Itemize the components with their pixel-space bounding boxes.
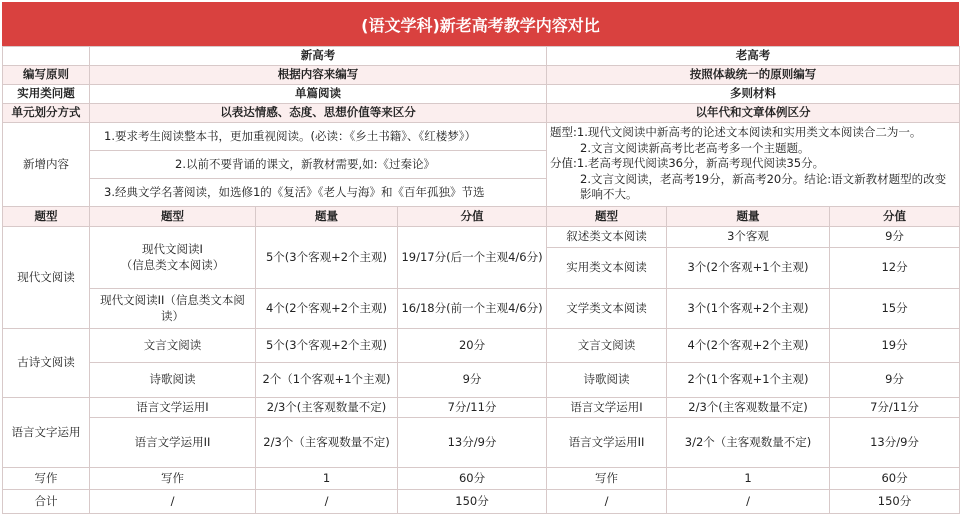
modern-old-type: 实用类文本阅读 bbox=[547, 248, 667, 289]
language-old-count: 2/3个(主客观数量不定) bbox=[667, 398, 830, 418]
modern-new-type: 现代文阅读Ⅰ （信息类文本阅读） bbox=[90, 227, 256, 289]
writing-label: 写作 bbox=[3, 468, 90, 490]
language-old-count: 3/2个（主客观数量不定) bbox=[667, 418, 830, 468]
language-new-score: 13分/9分 bbox=[398, 418, 547, 468]
header-row bbox=[3, 47, 960, 66]
total-new-score: 150分 bbox=[398, 490, 547, 514]
writing-old-type: 写作 bbox=[547, 468, 667, 490]
ancient-old-count: 4个(2个客观+2个主观) bbox=[667, 329, 830, 363]
language-old-type: 语言文学运用I bbox=[547, 398, 667, 418]
language-label: 语言文字运用 bbox=[3, 398, 90, 468]
modern-new-count: 4个(2个客观+2个主观) bbox=[256, 289, 398, 329]
ancient-new-count: 2个（1个客观+1个主观) bbox=[256, 363, 398, 398]
language-old-score: 7分/11分 bbox=[830, 398, 960, 418]
added-label: 新增内容 bbox=[3, 123, 90, 207]
modern-old-score: 9分 bbox=[830, 227, 960, 248]
total-new-type: / bbox=[90, 490, 256, 514]
total-label: 合计 bbox=[3, 490, 90, 514]
practical-new: 单篇阅读 bbox=[90, 85, 547, 104]
added-new-item: 3.经典文学名著阅读，如选修1的《复活》《老人与海》和《百年孤独》节选 bbox=[90, 179, 547, 207]
unit-row bbox=[3, 104, 960, 123]
added-old-line: 题型:1.现代文阅读中新高考的论述文本阅读和实用类文本阅读合二为一。 bbox=[550, 125, 922, 139]
corner-cell bbox=[3, 47, 90, 66]
ancient-new-type: 诗歌阅读 bbox=[90, 363, 256, 398]
total-old-count: / bbox=[667, 490, 830, 514]
modern-old-count: 3个(1个客观+2个主观) bbox=[667, 289, 830, 329]
ancient-row bbox=[3, 363, 960, 398]
principle-new: 根据内容来编写 bbox=[90, 66, 547, 85]
modern-new-count: 5个(3个客观+2个主观) bbox=[256, 227, 398, 289]
added-old-notes bbox=[547, 123, 960, 207]
practical-old: 多则材料 bbox=[547, 85, 960, 104]
new-exam-header: 新高考 bbox=[90, 47, 547, 66]
writing-new-count: 1 bbox=[256, 468, 398, 490]
language-new-count: 2/3个(主客观数量不定) bbox=[256, 398, 398, 418]
added-old-line: 分值:1.老高考现代阅读36分，新高考现代阅读35分。 bbox=[550, 156, 825, 171]
unit-new: 以表达情感、态度、思想价值等来区分 bbox=[90, 104, 547, 123]
language-old-score: 13分/9分 bbox=[830, 418, 960, 468]
unit-label: 单元划分方式 bbox=[3, 104, 90, 123]
ancient-row bbox=[3, 329, 960, 363]
col-count-old: 题量 bbox=[667, 207, 830, 227]
col-subtype-new: 题型 bbox=[90, 207, 256, 227]
ancient-new-score: 20分 bbox=[398, 329, 547, 363]
old-exam-header: 老高考 bbox=[547, 47, 960, 66]
total-new-count: / bbox=[256, 490, 398, 514]
writing-old-count: 1 bbox=[667, 468, 830, 490]
col-type-header: 题型 bbox=[3, 207, 90, 227]
principle-old: 按照体裁统一的原则编写 bbox=[547, 66, 960, 85]
practical-label: 实用类问题 bbox=[3, 85, 90, 104]
writing-old-score: 60分 bbox=[830, 468, 960, 490]
column-header-row bbox=[3, 207, 960, 227]
modern-old-type: 文学类文本阅读 bbox=[547, 289, 667, 329]
col-count-new: 题量 bbox=[256, 207, 398, 227]
total-old-score: 150分 bbox=[830, 490, 960, 514]
principle-label: 编写原则 bbox=[3, 66, 90, 85]
added-new-item: 2.以前不要背诵的课文，新教材需要,如:《过秦论》 bbox=[90, 151, 547, 179]
principle-row bbox=[3, 66, 960, 85]
added-new-item: 1.要求考生阅读整本书，更加重视阅读。(必读：《乡土书籍》、《红楼梦》） bbox=[90, 123, 547, 151]
language-new-score: 7分/11分 bbox=[398, 398, 547, 418]
language-new-count: 2/3个（主客观数量不定) bbox=[256, 418, 398, 468]
col-subtype-old: 题型 bbox=[547, 207, 667, 227]
ancient-old-score: 19分 bbox=[830, 329, 960, 363]
ancient-old-type: 文言文阅读 bbox=[547, 329, 667, 363]
modern-new-score: 19/17分(后一个主观4/6分) bbox=[398, 227, 547, 289]
col-score-new: 分值 bbox=[398, 207, 547, 227]
total-old-type: / bbox=[547, 490, 667, 514]
ancient-old-count: 2个(1个客观+1个主观) bbox=[667, 363, 830, 398]
added-old-line: 2.文言文阅读新高考比老高考多一个主题题。 bbox=[580, 140, 810, 155]
language-new-type: 语言文学运用I bbox=[90, 398, 256, 418]
ancient-label: 古诗文阅读 bbox=[3, 329, 90, 398]
total-row bbox=[3, 490, 960, 514]
practical-row bbox=[3, 85, 960, 104]
modern-new-score: 16/18分(前一个主观4/6分) bbox=[398, 289, 547, 329]
modern-new-type: 现代文阅读II（信息类文本阅读） bbox=[90, 289, 256, 329]
col-score-old: 分值 bbox=[830, 207, 960, 227]
modern-label: 现代文阅读 bbox=[3, 227, 90, 329]
ancient-old-type: 诗歌阅读 bbox=[547, 363, 667, 398]
language-row bbox=[3, 398, 960, 418]
modern-old-score: 15分 bbox=[830, 289, 960, 329]
language-old-type: 语言文学运用II bbox=[547, 418, 667, 468]
ancient-old-score: 9分 bbox=[830, 363, 960, 398]
writing-row bbox=[3, 468, 960, 490]
language-row bbox=[3, 418, 960, 468]
modern-old-score: 12分 bbox=[830, 248, 960, 289]
unit-old: 以年代和文章体例区分 bbox=[547, 104, 960, 123]
writing-new-score: 60分 bbox=[398, 468, 547, 490]
language-new-type: 语言文学运用II bbox=[90, 418, 256, 468]
modern-old-count: 3个(2个客观+1个主观) bbox=[667, 248, 830, 289]
ancient-new-score: 9分 bbox=[398, 363, 547, 398]
ancient-new-type: 文言文阅读 bbox=[90, 329, 256, 363]
writing-new-type: 写作 bbox=[90, 468, 256, 490]
comparison-table bbox=[2, 46, 960, 514]
ancient-new-count: 5个(3个客观+2个主观) bbox=[256, 329, 398, 363]
page-title: (语文学科)新老高考教学内容对比 bbox=[2, 2, 959, 46]
added-old-line: 2.文言文阅读，老高考19分，新高考20分。结论:语文新教材题型的改变影响不大。 bbox=[580, 171, 947, 202]
modern-row bbox=[3, 227, 960, 248]
modern-old-type: 叙述类文本阅读 bbox=[547, 227, 667, 248]
added-row bbox=[3, 123, 960, 151]
modern-old-count: 3个客观 bbox=[667, 227, 830, 248]
